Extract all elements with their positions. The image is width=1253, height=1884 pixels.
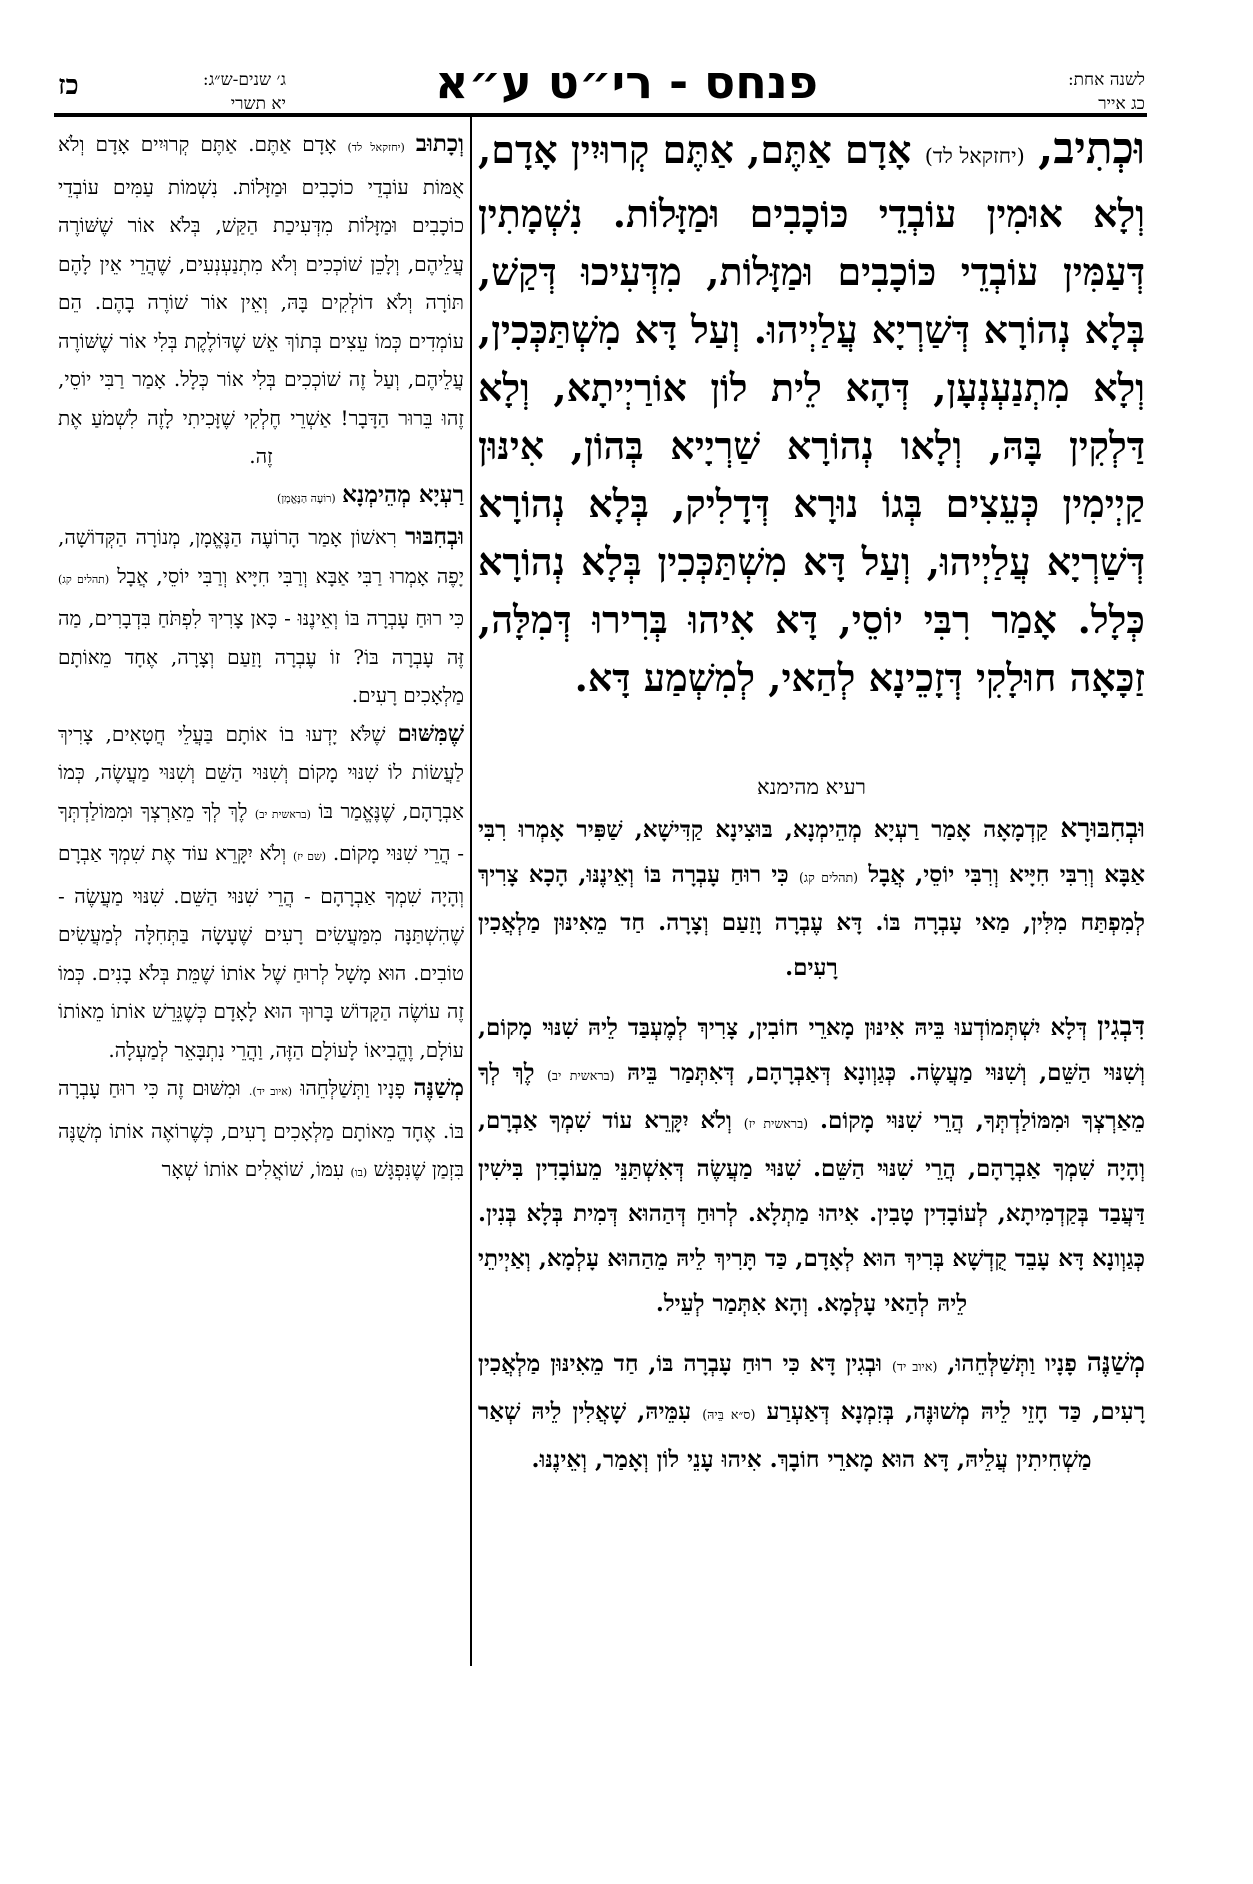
left-paragraph-1 — [58, 125, 464, 476]
paragraph-text: כִּי רוּחַ עָבְרָה בּוֹ וְאֵינֶנּוּ - כָּאן צָרִיךְ לִפְתֹּחַ בִּדְבָרִים, מַה זֶּה עָבְרָה בּוֹ? זוֹ עֶבְרָה וָזַעַם וְצָרָה, אֶחָד מֵאוֹתָם מַלְאָכִים רָעִים. — [58, 606, 464, 707]
paragraph-text: וְלֹא יִקָּרֵא עוֹד אֶת שִׁמְךָ אַבְרָם וְהָיָה שִׁמְךָ אַבְרָהָם - הֲרֵי שִׁנּוּי הַשֵּׁם. שִׁנּוּי מַעֲשֶׂה - שֶׁהִשְׁתַּנָּה מִמַּעֲשִׂים רָעִים שֶׁעָשָׂה בַּתְּחִלָּה לְמַעֲשִׂים טוֹבִים. הוּא מָשָׁל לְרוּחַ שֶׁל אוֹתוֹ שֶׁמֵּת בְּלֹא בָנִים. כְּמוֹ זֶה עוֹשֶׂה הַקָּדוֹשׁ בָּרוּךְ הוּא לָאָדָם כְּשֶׁגֵּרֵשׁ אוֹתוֹ מֵאוֹתוֹ עוֹלָם, וֶהֱבִיאוֹ לָעוֹלָם הַזֶּה, וַהֲרֵי נִתְבָּאֵר לְמַעְלָה. — [58, 841, 464, 1062]
right-column — [478, 120, 1145, 1496]
right-paragraph-1 — [478, 120, 1145, 707]
section-heading: רעיא מהימנא — [757, 775, 866, 799]
source-reference: (יחזקאל לד) — [347, 141, 405, 154]
lead-word: וּבְחִבּוּר — [405, 523, 464, 550]
lead-word: וְכָתוּב — [415, 130, 464, 157]
source-reference: (תהלים קג) — [58, 572, 110, 586]
lead-word: שֶׁמִּשּׁוּם — [397, 719, 464, 747]
right-paragraph-4 — [478, 1340, 1145, 1482]
left-paragraph-3 — [58, 715, 464, 1070]
paragraph-text: וְלֹא יִקָּרֵא עוֹד שִׁמְךָ אַבְרָם, וְהָיָה שִׁמְךָ אַבְרָהָם, הֲרֵי שִׁנּוּי הַשֵּׁם. שִׁנּוּי מַעֲשֶׂה דְּאִשְׁתַּנֵּי מֵעוֹבָדִין בִּישִׁין דַּעֲבַד בְּקַדְמִיתָא, לְעוֹבָדִין טָבִין. אִיהוּ מַתְלָא. לְרוּחַ דְּהַהוּא דְּמִית בְּלָא בְּנִין. כְּגַוְונָא דָּא עָבֵד קֻדְשָׁא בְּרִיךְ הוּא לְאָדָם, כַּד תָּרִיךְ לֵיהּ מֵהַהוּא עָלְמָא, וְאַיְיתֵי לֵיהּ לְהַאי עָלְמָא. וְהָא אִתְּמַר לְעֵיל. — [478, 1107, 1145, 1317]
page-title: פנחס - רי״ט ע״א — [434, 55, 819, 109]
paragraph-text: פָנָיו וַתְּשַׁלְּחֵהוּ, — [947, 1350, 1077, 1377]
source-reference: (איוב יד) — [891, 1359, 938, 1374]
paragraph-text: כִּי רוּחַ עָבְרָה בּוֹ וְאֵינֶנּוּ, הָכָא צָרִיךְ לְמִפְתַּח מִלִּין, מַאי עָבְרָה בּוֹ. דָּא עֶבְרָה וָזַעַם וְצָרָה. חַד מֵאִינּוּן מַלְאֲכִין רָעִים. — [478, 861, 1145, 981]
header-right-line2: כג אייר — [1098, 94, 1145, 114]
paragraph-text: פָנָיו וַתְּשַׁלְּחֵהוּ — [300, 1076, 406, 1100]
left-column — [58, 125, 464, 1193]
source-reference: (ס״א בֵּיהּ) — [702, 1407, 756, 1422]
header-left-line1: ג׳ שנים-ש״ג: — [202, 70, 286, 90]
paragraph-text: קַדְמָאָה אָמַר רַעְיָא מְהֵימְנָא, בּוּצִינָא קַדִּישָׁא, שַׁפִּיר אָמְרוּ רִבִּי אַבָּא וְרִבִּי חִיָּיא וְרִבִּי יוֹסֵי, אֲבָל — [478, 816, 1145, 888]
source-reference: (יחזקאל לד) — [924, 144, 1025, 168]
left-paragraph-2 — [58, 518, 464, 715]
lead-word: דִּבְגִין — [1097, 1011, 1146, 1042]
paragraph-text: אָדָם אַתֶּם. אַתֶּם קְרוּיִים אָדָם וְלֹא אֻמּוֹת עוֹבְדֵי כוֹכָבִים וּמַזָּלוֹת. נִשְׁמוֹת עַמִּים עוֹבְדֵי כוֹכָבִים וּמַזָּלוֹת מִדְּעִיכַת הַקַּשׁ, בְּלֹא אוֹר שֶׁשּׁוֹרֶה עֲלֵיהֶם, וְלָכֵן שׁוֹכְכִים וְלֹא מִתְנַעְנְעִים, שֶׁהֲרֵי אֵין לָהֶם תּוֹרָה וְלֹא דוֹלְקִים בָּהּ, וְאֵין אוֹר שׁוֹרֶה בָהֶם. הֵם עוֹמְדִים כְּמוֹ עֵצִים בְּתוֹךְ אֵשׁ שֶׁדּוֹלֶקֶת בְּלִי אוֹר שֶׁשּׁוֹרֶה עֲלֵיהֶם, וְעַל זֶה שׁוֹכְכִים בְּלִי אוֹר כְּלָל. אָמַר רַבִּי יוֹסֵי, זֶהוּ בֵּרוּר הַדָּבָר! אַשְׁרֵי חֶלְקִי שֶׁזָּכִיתִי לָזֶה לִשְׁמֹעַ אֶת זֶה. — [58, 132, 464, 468]
paragraph-text: עִמּוֹ, שׁוֹאֲלִים אוֹתוֹ שְׁאָר — [161, 1157, 345, 1181]
source-reference: (איוב יד). — [248, 1085, 293, 1098]
lead-word: מְשַׁנֶּה — [1086, 1347, 1145, 1378]
header-rule — [54, 113, 1147, 117]
paragraph-text: רִאשׁוֹן אָמַר הָרוֹעֶה הַנֶּאֱמָן, מְנוֹרָה הַקְּדוֹשָׁה, יָפֶה אָמְרוּ רַבִּי אַבָּא וְרַבִּי חִיָּיא וְרַבִּי יוֹסֵי, אֲבָל — [58, 525, 464, 588]
header-right-line1: לשנה אחת: — [1067, 70, 1145, 90]
heading-text: רַעְיָא מְהֵימְנָא — [342, 480, 464, 508]
header-right — [995, 68, 1145, 116]
right-paragraph-2 — [478, 806, 1145, 990]
page-number: כז — [58, 70, 79, 101]
source-reference: (בראשית יב) — [546, 1068, 615, 1083]
lead-word: מְשַׁנֶּה — [413, 1074, 464, 1101]
paragraph-text: דְּלָא יִשְׁתְּמוֹדְעוּ בֵּיהּ אִינּוּן מָארֵי חוֹבִין, צָרִיךְ לְמֶעְבַּד לֵיהּ שִׁנּוּי מָקוֹם, וְשִׁנּוּי הַשֵּׁם, וְשִׁנּוּי מַעֲשֶׂה. כְּגַוְונָא דְּאַבְרָהָם, דְּאִתְּמַר בֵּיהּ — [478, 1014, 1145, 1086]
left-paragraph-4 — [58, 1069, 464, 1193]
lead-word: וּבְחִבּוּרָא — [1060, 813, 1145, 844]
lead-word: וּכְתִיב, — [1038, 123, 1146, 174]
left-section-heading — [58, 476, 464, 519]
source-reference: (שם יז) — [292, 850, 327, 863]
paragraph-text: וּמִשּׁוּם זֶה כִּי רוּחַ עָבְרָה בּוֹ. אֶחָד מֵאוֹתָם מַלְאָכִים רָעִים, כְּשֶׁרוֹאֶה אוֹתוֹ מְשֻׁנֶּה בִּזְמַן שֶׁנִּפְגָּשׁ — [58, 1076, 464, 1181]
paragraph-text: לֶךְ לְךָ מֵאַרְצְךָ וּמִמּוֹלַדְתְּךָ, הֲרֵי שִׁנּוּי מָקוֹם. — [478, 1059, 1145, 1134]
source-reference: (בראשית יב) — [254, 807, 311, 821]
source-reference: (בו) — [350, 1166, 368, 1179]
paragraph-text: לֶךְ לְךָ מֵאַרְצְךָ וּמִמּוֹלַדְתְּךָ - הֲרֵי שִׁנּוּי מָקוֹם. — [58, 798, 465, 865]
header-left-line2: יא תשרי — [230, 94, 286, 114]
paragraph-text: שֶׁלֹּא יָדְעוּ בוֹ אוֹתָם בַּעֲלֵי חֲטָאִים, צָרִיךְ לַעֲשׂוֹת לוֹ שִׁנּוּי מָקוֹם וְשִׁנּוּי הַשֵּׁם וְשִׁנּוּי מַעֲשֶׂה, כְּמוֹ אַבְרָהָם, שֶׁנֶּאֱמַר בּוֹ — [58, 721, 465, 823]
right-paragraph-3 — [478, 1004, 1145, 1326]
source-reference: (בראשית יז) — [743, 1116, 809, 1131]
source-reference: (רוֹעֶה הַנֶּאֱמָן) — [277, 491, 336, 505]
paragraph-text: עִמֵּיהּ, שָׁאֲלִין לֵיהּ שְׁאַר מַשְׁחִיתִין עֲלֵיהּ, דָּא הוּא מָארֵי חוֹבָךְ. אִיהוּ עָנֵי לוֹן וְאָמַר, וְאֵינֶנּוּ. — [478, 1398, 1092, 1473]
source-reference: (תהלים קג) — [798, 870, 859, 885]
paragraph-text: אָדָם אַתֶּם, אַתֶּם קְרוּיִין אָדָם, וְלָא אוּמִין עוֹבְדֵי כּוֹכָבִים וּמַזָּלוֹת. נִשְׁמָתִין דְּעַמִּין עוֹבְדֵי כּוֹכָבִים וּמַזָּלוֹת, מִדְּעִיכוּ דְּקַשׁ, בְּלָא נְהוֹרָא דְּשַׁרְיָא עֲלַיְיהוּ. וְעַל דָּא מִשְׁתַּכְּכִין, וְלָא מִתְנַעְנְעָן, דְּהָא לֵית לוֹן אוֹרַיְיתָא, וְלָא דַּלְקִין בָּהּ, וְלָאו נְהוֹרָא שַׁרְיָיא בְּהוֹן, אִינּוּן קַיְימִין כְּעֵצִים בְּגוֹ נוּרָא דְּדָלִיק, בְּלָא נְהוֹרָא דְּשַׁרְיָא עֲלַיְיהוּ, וְעַל דָּא מִשְׁתַּכְּכִין בְּלָא נְהוֹרָא כְּלָל. אָמַר רִבִּי יוֹסֵי, דָּא אִיהוּ בְּרִירוּ דְּמִלָּה, זַכָּאָה חוּלָקִי דְּזָכֵינָא לְהַאי, לְמִשְׁמַע דָּא. — [478, 127, 1145, 700]
paragraph-text: וּבְגִין דָּא כִּי רוּחַ עָבְרָה בּוֹ, חַד מֵאִינּוּן מַלְאֲכִין רָעִים, כַּד חָזֵי לֵיהּ מְשׁוּנֶּה, בְּזִמְנָא דְּאַעְרַע — [478, 1350, 1145, 1425]
column-divider — [470, 116, 472, 1666]
